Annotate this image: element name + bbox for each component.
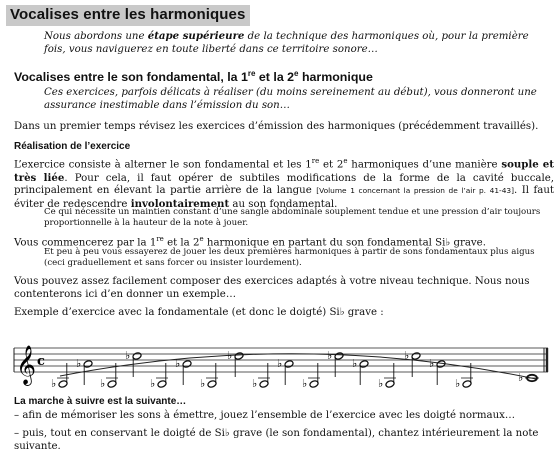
flat-sign: ♭ <box>200 377 206 390</box>
text-run: et 2 <box>319 159 344 171</box>
text-sup: e <box>343 157 348 165</box>
notes <box>51 349 539 390</box>
flat-sign: ♭ <box>76 357 82 370</box>
page-title: Vocalises entre les harmoniques <box>10 6 246 23</box>
flat-sign: ♭ <box>378 377 384 390</box>
paragraph-compose: Vous pouvez assez facilement composer des exercices adaptés à votre niveau technique. Nous nous contenterons ici d’en donner un exemple… <box>14 276 530 300</box>
note-progressive: Et peu à peu vous essayerez de jouer les deux premières harmoniques à partir de sons fondamentaux plus aigus (ceci graduellement et sans forcer ou insister lourdement). <box>44 247 535 268</box>
flat-sign: ♭ <box>429 357 435 370</box>
flat-sign: ♭ <box>150 377 156 390</box>
note <box>252 363 270 390</box>
treble-clef: 𝄞 <box>16 345 37 385</box>
flat-sign: ♭ <box>125 349 131 362</box>
text-sup: re <box>311 157 320 165</box>
intro-paragraph <box>44 30 544 56</box>
section-intro: Ces exercices, parfois délicats à réaliser (du moins sereinement au début), vous donneront une assurance inestimable dans l’émission du son… <box>44 87 537 111</box>
step-2: – puis, tout en conservant le doigté de Si♭ grave (le son fondamental), chantez intérieurement la note suivante. <box>14 428 539 452</box>
bold-run: souple et très liée <box>14 158 554 184</box>
note <box>302 363 320 390</box>
text-run: et la 2 <box>163 237 200 249</box>
paragraph-revision: Dans un premier temps révisez les exercices d’émission des harmoniques (précédemment travaillés). <box>14 121 539 132</box>
flat-sign: ♭ <box>518 371 524 384</box>
note-abdominal: Ce qui nécessite un maintien constant d’une sangle abdominale souplement tendue et une pression d’air toujours proportionnelle à la hauteur de la note à jouer. <box>44 207 541 228</box>
note <box>51 363 69 390</box>
flat-sign: ♭ <box>100 377 106 390</box>
flat-sign: ♭ <box>277 357 283 370</box>
flat-sign: ♭ <box>327 349 333 362</box>
flat-sign: ♭ <box>252 377 258 390</box>
flat-sign: ♭ <box>302 377 308 390</box>
text-run: Vous commencerez par la 1 <box>14 237 157 249</box>
flat-sign: ♭ <box>404 349 410 362</box>
note <box>175 357 192 385</box>
flat-sign: ♭ <box>51 377 57 390</box>
step-1: – afin de mémoriser les sons à émettre, jouez l’ensemble de l’exercice avec les doigté normaux… <box>14 410 516 421</box>
note <box>227 349 244 377</box>
heading-part: et la 2 <box>255 70 295 85</box>
text-run: au son fondamental. <box>229 198 338 210</box>
text-sup: re <box>156 235 164 243</box>
flat-sign: ♭ <box>227 349 233 362</box>
marche-heading: La marche à suivre est la suivante… <box>14 396 187 407</box>
note <box>200 363 218 390</box>
section-heading <box>14 69 373 84</box>
bold-run: involontairement <box>130 197 230 210</box>
paragraph-example: Exemple d’exercice avec la fondamentale (et donc le doigté) Si♭ grave : <box>14 307 384 318</box>
heading-sup: re <box>247 69 256 78</box>
note <box>429 357 446 385</box>
note <box>327 349 344 377</box>
text-run: harmonique en partant du son fondamental Si♭ grave. <box>203 237 486 249</box>
flat-sign: ♭ <box>455 377 461 390</box>
intro-bold: étape supérieure <box>147 30 245 42</box>
time-signature: c <box>37 354 45 369</box>
note <box>352 357 369 385</box>
note <box>150 363 168 390</box>
paragraph-exercise <box>14 155 554 211</box>
flat-sign: ♭ <box>175 357 181 370</box>
text-run: . Il faut éviter de redescendre <box>14 185 554 210</box>
text-sup: e <box>199 235 204 243</box>
flat-sign: ♭ <box>352 357 358 370</box>
heading-part: harmonique <box>298 70 373 85</box>
intro-text-start: Nous abordons une <box>44 31 148 42</box>
note <box>277 357 294 385</box>
heading-part: Vocalises entre le son fondamental, la 1 <box>14 70 248 85</box>
text-run: L’exercice consiste à alterner le son fondamental et les 1 <box>14 159 312 171</box>
note <box>378 363 396 390</box>
realisation-heading: Réalisation de l’exercice <box>14 141 131 152</box>
music-staff <box>0 336 560 396</box>
note <box>404 349 421 377</box>
volume-reference: [Volume 1 concernant la pression de l’air p. 41-43] <box>316 186 514 196</box>
heading-sup: e <box>294 69 299 78</box>
text-run: . Pour cela, il faut opérer de subtiles modifications de la forme de la cavité buccale, principalement en élevant la partie arrière de la langue <box>14 172 554 197</box>
text-run: harmoniques d’une manière <box>347 159 502 171</box>
intro-text-end: de la technique des harmoniques où, pour la première fois, vous naviguerez en toute liberté dans ce territoire sonore… <box>44 31 529 55</box>
